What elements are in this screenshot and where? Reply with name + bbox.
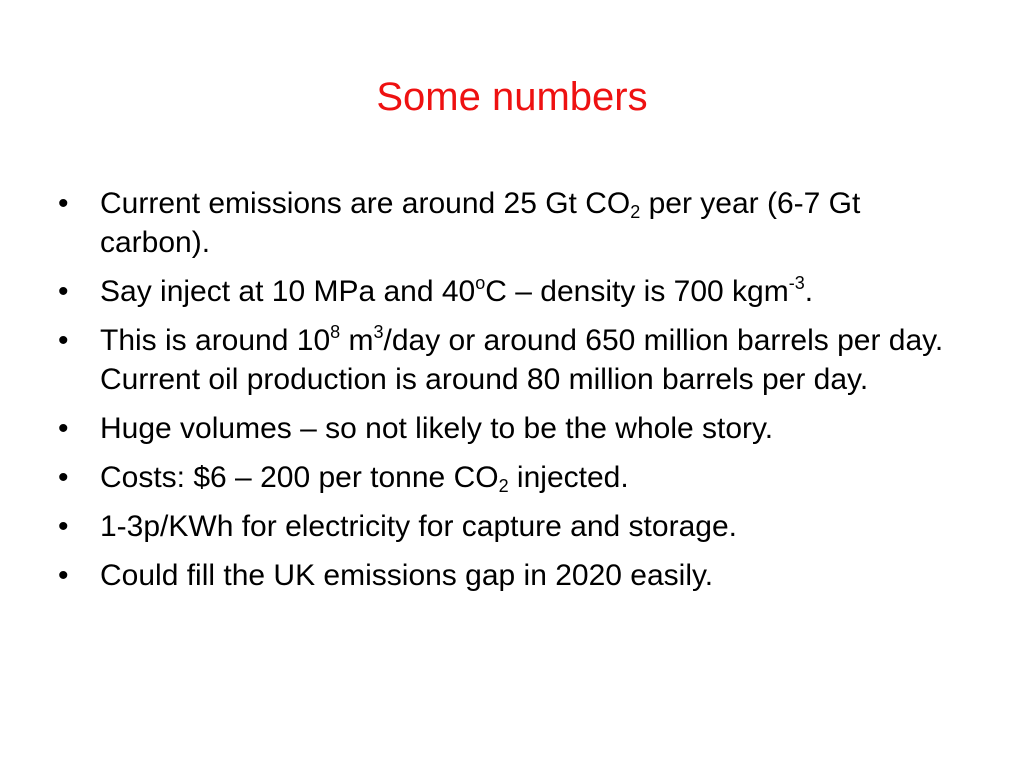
bullet-item-costs — [58, 458, 958, 497]
bullet-item-huge-volumes — [58, 409, 958, 448]
bullet-text: Could fill the UK emissions gap in 2020 easily. — [100, 559, 714, 592]
subscript: 2 — [498, 476, 509, 496]
bullet-list — [58, 184, 958, 605]
bullet-item-inject-conditions — [58, 272, 958, 311]
bullet-text: injected. — [508, 461, 629, 494]
superscript: 3 — [373, 322, 384, 342]
bullet-text: Say inject at 10 MPa and 40 — [100, 275, 476, 308]
subscript: 2 — [630, 202, 641, 222]
superscript: 8 — [330, 322, 341, 342]
bullet-text: 1-3p/KWh for electricity for capture and storage. — [100, 510, 737, 543]
bullet-text: . — [804, 275, 814, 308]
bullet-text: Costs: $6 – 200 per tonne CO — [100, 461, 499, 494]
bullet-text: This is around 10 — [100, 324, 331, 357]
bullet-text: /day or around 650 million barrels per day. Current oil production is around 80 million barrels per day. — [100, 324, 944, 396]
bullet-item-current-emissions — [58, 184, 958, 262]
bullet-text: C – density is 700 kgm — [485, 275, 789, 308]
bullet-text: Current emissions are around 25 Gt CO — [100, 187, 631, 220]
superscript: -3 — [788, 273, 805, 293]
bullet-text: Huge volumes – so not likely to be the whole story. — [100, 412, 774, 445]
bullet-text: m — [340, 324, 374, 357]
superscript: o — [475, 273, 486, 293]
slide-title: Some numbers — [376, 75, 648, 119]
bullet-item-electricity — [58, 507, 958, 546]
bullet-item-volume — [58, 321, 958, 399]
bullet-item-uk-gap — [58, 556, 958, 595]
bullet-text: per year (6-7 Gt carbon). — [100, 187, 861, 259]
